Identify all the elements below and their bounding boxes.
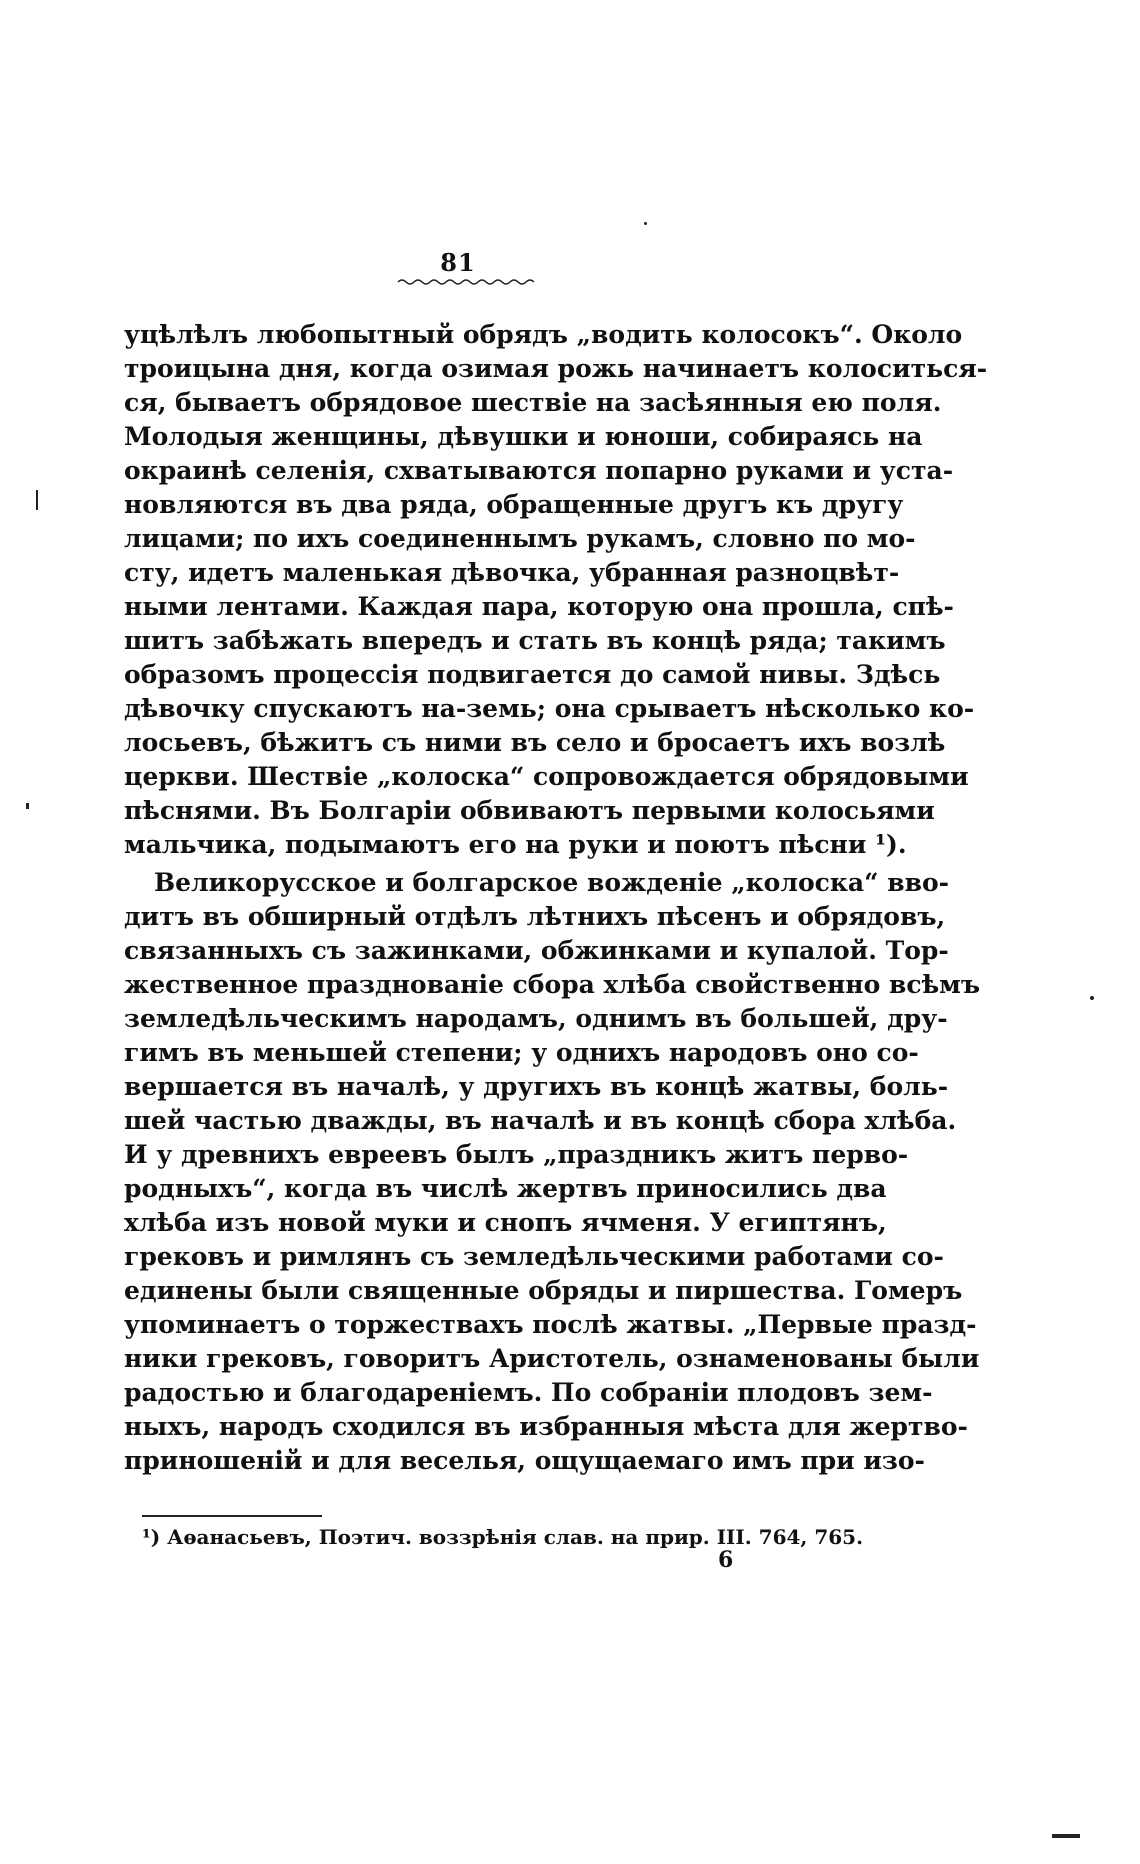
text-line: ными лентами. Каждая пара, которую она прошла, спѣ-: [124, 592, 954, 621]
text-line: дитъ въ обширный отдѣлъ лѣтнихъ пѣсенъ и обрядовъ,: [124, 902, 946, 931]
page-number: 81: [440, 248, 476, 277]
text-line: связанныхъ съ зажинками, обжинками и купалой. Тор-: [124, 936, 949, 965]
text-line: шей частью дважды, въ началѣ и въ концѣ сбора хлѣба.: [124, 1106, 957, 1135]
footnote: ¹) Аѳанасьевъ, Поэтич. воззрѣнія слав. на прир. III. 764, 765.: [142, 1525, 864, 1549]
text-line: пѣснями. Въ Болгаріи обвиваютъ первыми колосьями: [124, 796, 935, 825]
text-line: образомъ процессія подвигается до самой нивы. Здѣсь: [124, 660, 941, 689]
scan-speck: [1052, 1834, 1080, 1838]
text-line: окраинѣ селенія, схватываются попарно руками и уста-: [124, 456, 954, 485]
text-line: единены были священные обряды и пиршества. Гомеръ: [124, 1276, 963, 1305]
text-line: сту, идетъ маленькая дѣвочка, убранная разноцвѣт-: [124, 558, 900, 587]
text-line: упоминаетъ о торжествахъ послѣ жатвы. „Первые празд-: [124, 1310, 977, 1339]
scan-speck: [1090, 996, 1094, 1000]
text-line: лосьевъ, бѣжитъ съ ними въ село и бросаетъ ихъ возлѣ: [124, 728, 946, 757]
footnote-divider: [142, 1515, 322, 1517]
scan-speck: [26, 803, 29, 809]
text-line: Молодыя женщины, дѣвушки и юноши, собираясь на: [124, 422, 923, 451]
text-line: лицами; по ихъ соединеннымъ рукамъ, словно по мо-: [124, 524, 916, 553]
text-line: приношеній и для веселья, ощущаемаго имъ при изо-: [124, 1446, 925, 1475]
text-line: гимъ въ меньшей степени; у однихъ народовъ оно со-: [124, 1038, 919, 1067]
text-line: жественное празднованіе сбора хлѣба свойственно всѣмъ: [124, 970, 981, 999]
text-line: И у древнихъ евреевъ былъ „праздникъ житъ перво-: [124, 1140, 909, 1169]
text-line: церкви. Шествіе „колоска“ сопровождается обрядовыми: [124, 762, 969, 791]
text-line: Великорусское и болгарское вожденіе „колоска“ вво-: [154, 868, 950, 897]
text-line: мальчика, подымаютъ его на руки и поютъ пѣсни ¹).: [124, 830, 907, 859]
text-line: радостью и благодареніемъ. По собраніи плодовъ зем-: [124, 1378, 933, 1407]
text-line: дѣвочку спускаютъ на-земь; она срываетъ нѣсколько ко-: [124, 694, 975, 723]
scan-speck: [644, 222, 647, 225]
text-line: ныхъ, народъ сходился въ избранныя мѣста для жертво-: [124, 1412, 968, 1441]
text-line: вершается въ началѣ, у другихъ въ концѣ жатвы, боль-: [124, 1072, 949, 1101]
text-line: родныхъ“, когда въ числѣ жертвъ приносились два: [124, 1174, 887, 1203]
scan-speck: [36, 490, 38, 510]
text-line: уцѣлѣлъ любопытный обрядъ „водить колосокъ“. Около: [124, 320, 963, 349]
signature-mark: 6: [718, 1547, 734, 1573]
text-line: хлѣба изъ новой муки и снопъ ячменя. У египтянъ,: [124, 1208, 887, 1237]
page-number-ornament: [398, 278, 534, 286]
text-line: новляются въ два ряда, обращенные другъ къ другу: [124, 490, 904, 519]
text-line: земледѣльческимъ народамъ, однимъ въ большей, дру-: [124, 1004, 948, 1033]
text-line: ся, бываетъ обрядовое шествіе на засѣянныя ею поля.: [124, 388, 942, 417]
text-line: троицына дня, когда озимая рожь начинаетъ колоситься-: [124, 354, 988, 383]
text-line: ники грековъ, говоритъ Аристотель, ознаменованы были: [124, 1344, 980, 1373]
text-line: грековъ и римлянъ съ земледѣльческими работами со-: [124, 1242, 944, 1271]
text-line: шитъ забѣжать впередъ и стать въ концѣ ряда; такимъ: [124, 626, 946, 655]
